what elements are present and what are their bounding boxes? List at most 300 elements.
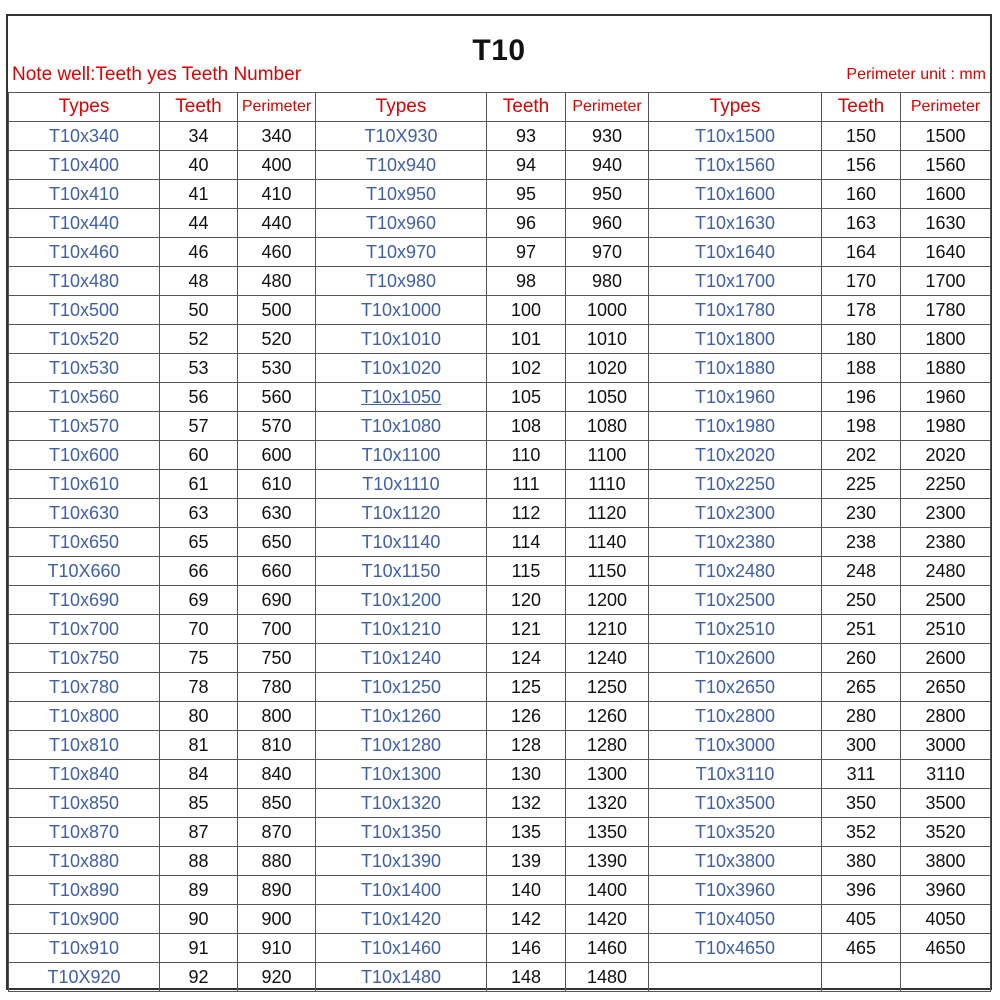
cell-type-1: T10x810 [9,731,160,760]
cell-teeth-2: 108 [487,412,566,441]
cell-perimeter-1: 340 [238,122,316,151]
cell-type-3: T10x1960 [649,383,822,412]
cell-perimeter-2: 1020 [566,354,649,383]
col-header-teeth-1: Teeth [160,93,238,122]
cell-type-1: T10x900 [9,905,160,934]
cell-type-3: T10x2380 [649,528,822,557]
cell-teeth-3: 260 [822,644,901,673]
cell-perimeter-3 [901,963,991,992]
cell-perimeter-1: 750 [238,644,316,673]
cell-perimeter-2: 930 [566,122,649,151]
header-row [9,93,991,122]
cell-teeth-2: 98 [487,267,566,296]
cell-perimeter-1: 610 [238,470,316,499]
table-row [9,586,991,615]
cell-teeth-2: 140 [487,876,566,905]
cell-type-1: T10x480 [9,267,160,296]
cell-perimeter-2: 1010 [566,325,649,354]
cell-type-2: T10x1390 [316,847,487,876]
cell-teeth-1: 85 [160,789,238,818]
cell-perimeter-1: 780 [238,673,316,702]
cell-teeth-2: 114 [487,528,566,557]
cell-perimeter-3: 2600 [901,644,991,673]
cell-type-1: T10x800 [9,702,160,731]
cell-type-2: T10x960 [316,209,487,238]
cell-perimeter-1: 570 [238,412,316,441]
cell-perimeter-1: 850 [238,789,316,818]
cell-perimeter-1: 900 [238,905,316,934]
cell-teeth-1: 70 [160,615,238,644]
cell-perimeter-3: 1780 [901,296,991,325]
cell-teeth-1: 87 [160,818,238,847]
table-row [9,151,991,180]
cell-teeth-3: 163 [822,209,901,238]
cell-perimeter-1: 890 [238,876,316,905]
cell-type-1: T10x780 [9,673,160,702]
cell-perimeter-1: 650 [238,528,316,557]
cell-type-3: T10x1630 [649,209,822,238]
cell-teeth-3: 150 [822,122,901,151]
cell-type-2: T10x1400 [316,876,487,905]
cell-teeth-2: 97 [487,238,566,267]
table-row [9,528,991,557]
cell-type-1: T10x400 [9,151,160,180]
cell-perimeter-1: 690 [238,586,316,615]
table-row [9,499,991,528]
cell-type-3: T10x1500 [649,122,822,151]
cell-perimeter-1: 910 [238,934,316,963]
cell-perimeter-2: 1320 [566,789,649,818]
cell-type-2: T10x1250 [316,673,487,702]
cell-teeth-3: 202 [822,441,901,470]
cell-teeth-2: 112 [487,499,566,528]
cell-teeth-1: 46 [160,238,238,267]
cell-teeth-1: 41 [160,180,238,209]
cell-perimeter-1: 440 [238,209,316,238]
cell-perimeter-1: 880 [238,847,316,876]
cell-perimeter-2: 980 [566,267,649,296]
cell-teeth-1: 78 [160,673,238,702]
cell-perimeter-3: 3960 [901,876,991,905]
cell-type-3: T10x3520 [649,818,822,847]
col-header-perimeter-2: Perimeter [566,93,649,122]
cell-teeth-2: 148 [487,963,566,992]
cell-type-3: T10x3110 [649,760,822,789]
cell-perimeter-1: 400 [238,151,316,180]
cell-teeth-3: 250 [822,586,901,615]
cell-perimeter-3: 4050 [901,905,991,934]
cell-teeth-3: 225 [822,470,901,499]
cell-teeth-1: 65 [160,528,238,557]
cell-perimeter-2: 1080 [566,412,649,441]
cell-perimeter-2: 1480 [566,963,649,992]
cell-perimeter-2: 1150 [566,557,649,586]
cell-type-1: T10x870 [9,818,160,847]
cell-type-3: T10x1980 [649,412,822,441]
cell-type-3: T10x1560 [649,151,822,180]
cell-teeth-1: 69 [160,586,238,615]
cell-teeth-3: 188 [822,354,901,383]
cell-perimeter-2: 1350 [566,818,649,847]
cell-teeth-2: 146 [487,934,566,963]
cell-perimeter-2: 1420 [566,905,649,934]
table-row [9,354,991,383]
cell-teeth-2: 115 [487,557,566,586]
cell-perimeter-3: 1700 [901,267,991,296]
cell-perimeter-1: 600 [238,441,316,470]
cell-type-2: T10x1100 [316,441,487,470]
cell-teeth-1: 89 [160,876,238,905]
cell-perimeter-3: 2380 [901,528,991,557]
table-row [9,760,991,789]
cell-perimeter-2: 1110 [566,470,649,499]
table-row [9,905,991,934]
cell-perimeter-3: 2480 [901,557,991,586]
cell-perimeter-3: 3000 [901,731,991,760]
cell-type-2: T10x1150 [316,557,487,586]
table-row [9,847,991,876]
cell-type-2: T10x1200 [316,586,487,615]
cell-type-3: T10x4650 [649,934,822,963]
cell-teeth-1: 75 [160,644,238,673]
table-row [9,644,991,673]
cell-perimeter-2: 950 [566,180,649,209]
cell-perimeter-1: 560 [238,383,316,412]
cell-type-3: T10x2480 [649,557,822,586]
cell-type-1: T10x650 [9,528,160,557]
cell-teeth-2: 121 [487,615,566,644]
cell-type-1: T10x750 [9,644,160,673]
cell-teeth-3: 198 [822,412,901,441]
cell-perimeter-3: 2020 [901,441,991,470]
cell-teeth-3: 265 [822,673,901,702]
cell-type-1: T10X920 [9,963,160,992]
col-header-types-1: Types [9,93,160,122]
cell-perimeter-3: 3500 [901,789,991,818]
cell-teeth-1: 81 [160,731,238,760]
cell-perimeter-2: 1120 [566,499,649,528]
cell-teeth-1: 92 [160,963,238,992]
cell-type-1: T10x440 [9,209,160,238]
cell-type-3: T10x3000 [649,731,822,760]
cell-type-3: T10x2800 [649,702,822,731]
sheet-header [8,16,990,93]
cell-teeth-1: 44 [160,209,238,238]
cell-teeth-2: 94 [487,151,566,180]
cell-perimeter-1: 800 [238,702,316,731]
cell-type-1: T10x910 [9,934,160,963]
cell-perimeter-3: 2510 [901,615,991,644]
note-text: Note well:Teeth yes Teeth Number [12,64,302,85]
cell-teeth-3: 238 [822,528,901,557]
cell-type-3: T10x2650 [649,673,822,702]
cell-teeth-3: 350 [822,789,901,818]
cell-perimeter-3: 2650 [901,673,991,702]
cell-teeth-3: 280 [822,702,901,731]
table-row [9,673,991,702]
cell-teeth-1: 88 [160,847,238,876]
cell-perimeter-1: 530 [238,354,316,383]
cell-teeth-1: 34 [160,122,238,151]
col-header-teeth-2: Teeth [487,93,566,122]
cell-perimeter-1: 630 [238,499,316,528]
cell-teeth-1: 80 [160,702,238,731]
cell-type-3: T10x1780 [649,296,822,325]
cell-teeth-1: 53 [160,354,238,383]
table-row [9,789,991,818]
cell-perimeter-2: 1460 [566,934,649,963]
cell-teeth-2: 128 [487,731,566,760]
cell-perimeter-3: 1500 [901,122,991,151]
cell-perimeter-3: 2250 [901,470,991,499]
cell-type-3: T10x2510 [649,615,822,644]
cell-type-2: T10x1140 [316,528,487,557]
cell-type-3: T10x1640 [649,238,822,267]
cell-perimeter-1: 840 [238,760,316,789]
cell-teeth-2: 101 [487,325,566,354]
cell-perimeter-2: 1050 [566,383,649,412]
cell-type-3: T10x1700 [649,267,822,296]
table-row [9,180,991,209]
cell-perimeter-2: 1240 [566,644,649,673]
cell-perimeter-1: 870 [238,818,316,847]
cell-teeth-2: 132 [487,789,566,818]
col-header-perimeter-3: Perimeter [901,93,991,122]
table-body [9,122,991,992]
cell-perimeter-3: 2300 [901,499,991,528]
cell-perimeter-1: 480 [238,267,316,296]
cell-teeth-2: 130 [487,760,566,789]
cell-type-2: T10x970 [316,238,487,267]
cell-teeth-2: 93 [487,122,566,151]
cell-type-3: T10x1800 [649,325,822,354]
table-row [9,412,991,441]
col-header-types-3: Types [649,93,822,122]
cell-perimeter-3: 1980 [901,412,991,441]
cell-teeth-3 [822,963,901,992]
cell-perimeter-1: 660 [238,557,316,586]
cell-perimeter-1: 700 [238,615,316,644]
cell-teeth-1: 52 [160,325,238,354]
table-row [9,122,991,151]
table-row [9,209,991,238]
unit-label: Perimeter unit : mm [846,66,986,83]
table-row [9,325,991,354]
cell-type-3: T10x1880 [649,354,822,383]
cell-type-2: T10x1010 [316,325,487,354]
cell-type-2: T10x1300 [316,760,487,789]
cell-type-3: T10x2600 [649,644,822,673]
cell-teeth-1: 63 [160,499,238,528]
cell-teeth-3: 156 [822,151,901,180]
cell-type-2: T10x950 [316,180,487,209]
cell-teeth-2: 135 [487,818,566,847]
cell-perimeter-3: 1600 [901,180,991,209]
cell-type-1: T10x880 [9,847,160,876]
cell-teeth-1: 90 [160,905,238,934]
cell-type-3: T10x3960 [649,876,822,905]
table-row [9,470,991,499]
cell-teeth-2: 96 [487,209,566,238]
cell-teeth-2: 142 [487,905,566,934]
cell-type-3: T10x2250 [649,470,822,499]
cell-type-2: T10x1050 [316,383,487,412]
cell-type-2: T10x1110 [316,470,487,499]
cell-type-3: T10x1600 [649,180,822,209]
table-row [9,441,991,470]
cell-type-1: T10x530 [9,354,160,383]
cell-type-1: T10x890 [9,876,160,905]
cell-type-3: T10x3800 [649,847,822,876]
cell-type-1: T10x460 [9,238,160,267]
cell-type-1: T10x840 [9,760,160,789]
cell-teeth-1: 66 [160,557,238,586]
cell-perimeter-3: 3110 [901,760,991,789]
cell-perimeter-1: 810 [238,731,316,760]
table-row [9,963,991,992]
cell-teeth-1: 40 [160,151,238,180]
cell-teeth-2: 139 [487,847,566,876]
table-row [9,296,991,325]
cell-teeth-3: 160 [822,180,901,209]
cell-teeth-3: 396 [822,876,901,905]
cell-type-3: T10x2300 [649,499,822,528]
cell-type-2: T10x1000 [316,296,487,325]
cell-type-3: T10x4050 [649,905,822,934]
cell-type-2: T10x1280 [316,731,487,760]
cell-perimeter-3: 3520 [901,818,991,847]
cell-perimeter-3: 3800 [901,847,991,876]
cell-perimeter-1: 410 [238,180,316,209]
cell-teeth-1: 50 [160,296,238,325]
cell-type-1: T10x560 [9,383,160,412]
cell-perimeter-3: 2800 [901,702,991,731]
cell-perimeter-2: 1300 [566,760,649,789]
cell-perimeter-2: 960 [566,209,649,238]
cell-perimeter-2: 970 [566,238,649,267]
cell-perimeter-3: 1630 [901,209,991,238]
cell-perimeter-1: 520 [238,325,316,354]
cell-perimeter-2: 1250 [566,673,649,702]
cell-teeth-1: 60 [160,441,238,470]
cell-teeth-3: 248 [822,557,901,586]
cell-type-2: T10x1020 [316,354,487,383]
cell-teeth-1: 84 [160,760,238,789]
cell-teeth-2: 125 [487,673,566,702]
cell-teeth-3: 251 [822,615,901,644]
cell-teeth-3: 180 [822,325,901,354]
cell-perimeter-1: 920 [238,963,316,992]
cell-perimeter-1: 500 [238,296,316,325]
cell-teeth-2: 95 [487,180,566,209]
cell-teeth-1: 56 [160,383,238,412]
cell-type-1: T10x410 [9,180,160,209]
table-row [9,383,991,412]
cell-teeth-3: 178 [822,296,901,325]
cell-type-3: T10x2500 [649,586,822,615]
col-header-perimeter-1: Perimeter [238,93,316,122]
table-row [9,934,991,963]
cell-type-2: T10x1240 [316,644,487,673]
cell-type-1: T10x630 [9,499,160,528]
table-row [9,238,991,267]
cell-type-2: T10x940 [316,151,487,180]
cell-teeth-1: 61 [160,470,238,499]
cell-type-3 [649,963,822,992]
cell-perimeter-3: 1640 [901,238,991,267]
cell-type-1: T10x700 [9,615,160,644]
cell-teeth-1: 91 [160,934,238,963]
cell-teeth-3: 196 [822,383,901,412]
table-row [9,557,991,586]
cell-teeth-1: 57 [160,412,238,441]
cell-teeth-3: 352 [822,818,901,847]
cell-teeth-2: 126 [487,702,566,731]
cell-type-1: T10x850 [9,789,160,818]
cell-type-2: T10x1120 [316,499,487,528]
cell-perimeter-2: 1400 [566,876,649,905]
cell-perimeter-2: 1140 [566,528,649,557]
table-row [9,818,991,847]
cell-teeth-3: 311 [822,760,901,789]
cell-perimeter-2: 1200 [566,586,649,615]
table-row [9,876,991,905]
cell-type-2: T10x1260 [316,702,487,731]
col-header-teeth-3: Teeth [822,93,901,122]
cell-perimeter-3: 2500 [901,586,991,615]
cell-type-1: T10X660 [9,557,160,586]
col-header-types-2: Types [316,93,487,122]
cell-perimeter-2: 1390 [566,847,649,876]
cell-perimeter-3: 1960 [901,383,991,412]
cell-teeth-3: 164 [822,238,901,267]
cell-teeth-1: 48 [160,267,238,296]
cell-perimeter-2: 1280 [566,731,649,760]
table-row [9,702,991,731]
cell-perimeter-3: 1880 [901,354,991,383]
cell-teeth-3: 380 [822,847,901,876]
cell-type-2: T10x980 [316,267,487,296]
cell-type-1: T10x570 [9,412,160,441]
cell-perimeter-2: 1000 [566,296,649,325]
cell-teeth-2: 100 [487,296,566,325]
cell-teeth-2: 105 [487,383,566,412]
cell-type-1: T10x690 [9,586,160,615]
cell-type-1: T10x600 [9,441,160,470]
cell-teeth-2: 110 [487,441,566,470]
cell-teeth-2: 124 [487,644,566,673]
cell-type-2: T10x1420 [316,905,487,934]
cell-perimeter-2: 1210 [566,615,649,644]
cell-perimeter-2: 1100 [566,441,649,470]
cell-type-2: T10x1350 [316,818,487,847]
cell-teeth-3: 170 [822,267,901,296]
cell-type-1: T10x340 [9,122,160,151]
belt-table [8,92,991,992]
cell-teeth-3: 465 [822,934,901,963]
cell-perimeter-1: 460 [238,238,316,267]
cell-type-1: T10x520 [9,325,160,354]
table-row [9,731,991,760]
cell-teeth-2: 102 [487,354,566,383]
belt-size-sheet [6,14,992,990]
cell-perimeter-3: 4650 [901,934,991,963]
table-row [9,615,991,644]
cell-teeth-2: 111 [487,470,566,499]
cell-type-2: T10x1320 [316,789,487,818]
cell-type-2: T10x1080 [316,412,487,441]
page-title: T10 [472,34,526,67]
